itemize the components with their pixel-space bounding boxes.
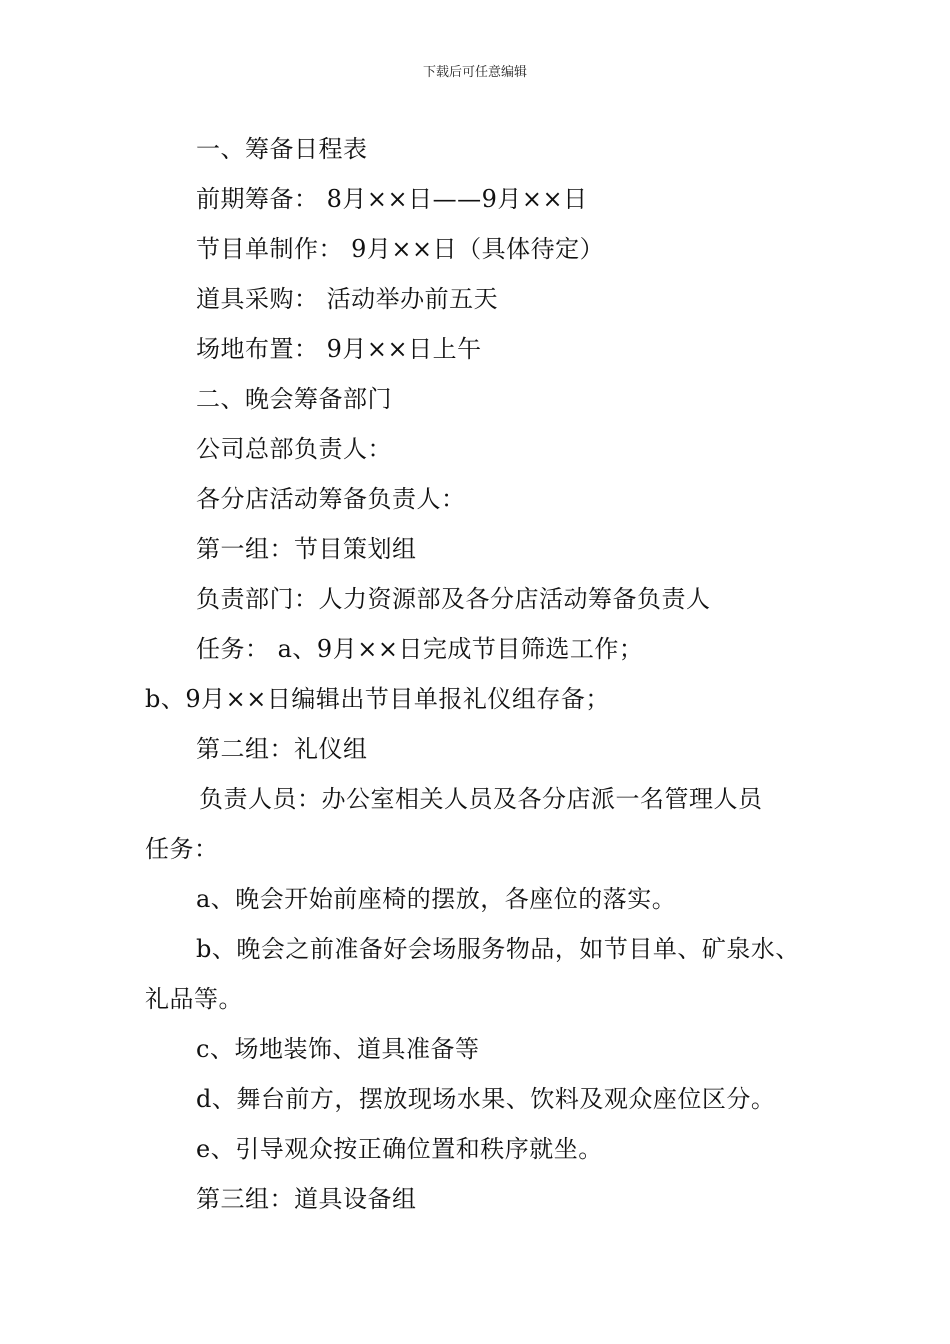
schedule-item-program-list: 节目单制作： 9月××日（具体待定） <box>196 235 605 263</box>
group-two-task-c: c、场地装饰、道具准备等 <box>196 1035 480 1063</box>
group-three-title: 第三组：道具设备组 <box>196 1185 417 1213</box>
group-one-department: 负责部门：人力资源部及各分店活动筹备负责人 <box>196 585 711 613</box>
branch-responsible-line: 各分店活动筹备负责人： <box>196 485 466 513</box>
group-one-title: 第一组：节目策划组 <box>196 535 417 563</box>
group-two-task-e: e、引导观众按正确位置和秩序就坐。 <box>196 1135 603 1163</box>
group-two-task-a: a、晚会开始前座椅的摆放，各座位的落实。 <box>196 885 677 913</box>
group-two-personnel: 负责人员：办公室相关人员及各分店派一名管理人员 <box>199 785 763 813</box>
schedule-item-preparation: 前期筹备： 8月××日——9月××日 <box>196 185 588 213</box>
group-two-task-d: d、舞台前方，摆放现场水果、饮料及观众座位区分。 <box>196 1085 776 1113</box>
document-body <box>145 124 845 1224</box>
schedule-item-props-purchase: 道具采购： 活动举办前五天 <box>196 285 499 313</box>
group-two-task-label: 任务： <box>145 835 219 863</box>
section-heading-departments: 二、晚会筹备部门 <box>196 385 392 413</box>
schedule-item-venue-setup: 场地布置： 9月××日上午 <box>196 335 482 363</box>
group-one-task-a: 任务： a、9月××日完成节目筛选工作； <box>196 635 644 663</box>
group-two-task-b-continued: 礼品等。 <box>145 985 243 1013</box>
group-one-task-b: b、9月××日编辑出节目单报礼仪组存备； <box>145 685 610 713</box>
section-heading-schedule: 一、筹备日程表 <box>196 135 368 163</box>
group-two-title: 第二组：礼仪组 <box>196 735 368 763</box>
page-header-note: 下载后可任意编辑 <box>422 65 527 80</box>
group-two-task-b: b、晚会之前准备好会场服务物品，如节目单、矿泉水、 <box>196 935 800 963</box>
hq-responsible-line: 公司总部负责人： <box>196 435 392 463</box>
